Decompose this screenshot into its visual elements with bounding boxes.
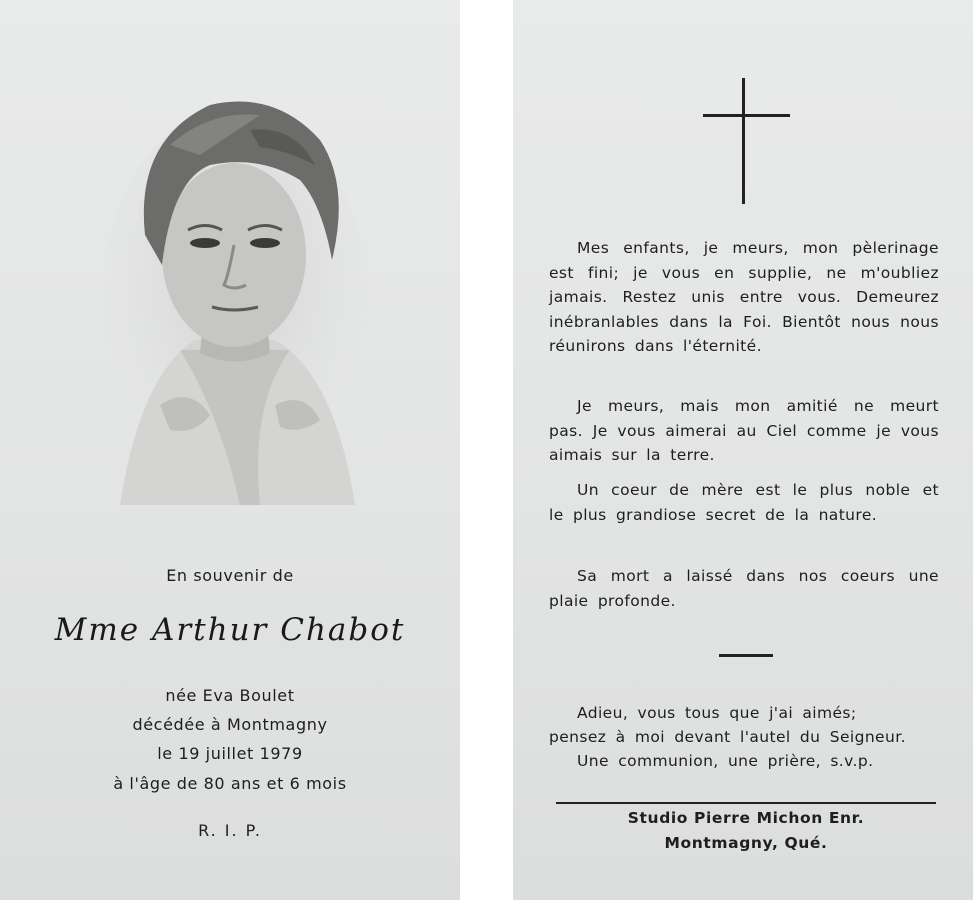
farewell-line-3: Une communion, une prière, s.v.p.	[577, 752, 874, 770]
deceased-name: Mme Arthur Chabot	[54, 612, 406, 648]
death-date: le 19 juillet 1979	[157, 744, 303, 763]
rip-text: R. I. P.	[198, 821, 262, 840]
studio-name: Studio Pierre Michon Enr.	[627, 809, 865, 827]
studio-city: Montmagny, Qué.	[664, 834, 828, 852]
farewell-line-1: Adieu, vous tous que j'ai aimés;	[577, 704, 857, 722]
paragraph-3: Un coeur de mère est le plus noble et le plus grandiose secret de la nature.	[549, 481, 939, 524]
cross-icon	[742, 78, 745, 204]
portrait-photo	[100, 85, 370, 525]
cross-bar	[703, 114, 790, 117]
age-at-death: à l'âge de 80 ans et 6 mois	[113, 774, 347, 793]
intro-text: En souvenir de	[166, 566, 294, 585]
death-place: décédée à Montmagny	[132, 715, 328, 734]
paragraph-1: Mes enfants, je meurs, mon pèlerinage est fini; je vous en supplie, ne m'oubliez jamais. Restez unis entre vous. Demeurez inébranlables dans la Foi. Bientôt nous nous réunirons dans l'éternité.	[549, 239, 939, 355]
studio-rule	[556, 802, 936, 804]
paragraph-2: Je meurs, mais mon amitié ne meurt pas. Je vous aimerai au Ciel comme je vous aimais sur la terre.	[549, 397, 939, 464]
paragraph-4: Sa mort a laissé dans nos coeurs une plaie profonde.	[549, 567, 939, 610]
farewell-line-2: pensez à moi devant l'autel du Seigneur.	[549, 728, 906, 746]
divider-dash	[719, 654, 773, 657]
birth-name: née Eva Boulet	[165, 686, 295, 705]
memorial-card-front	[0, 0, 460, 900]
